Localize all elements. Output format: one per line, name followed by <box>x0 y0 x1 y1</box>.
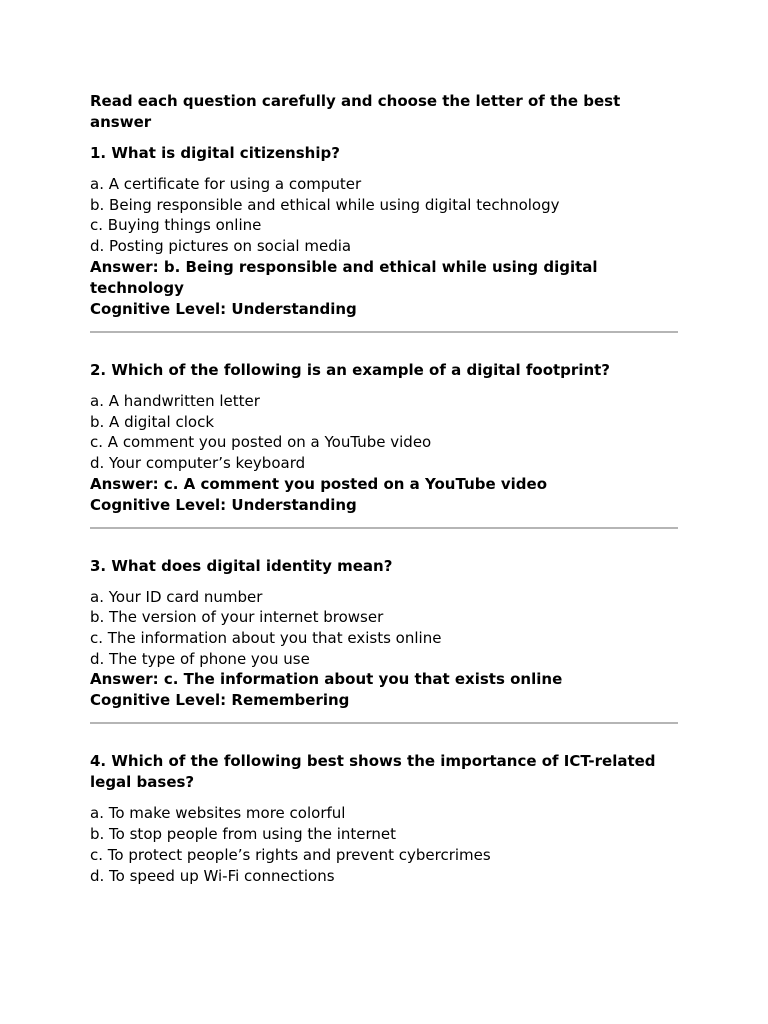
cognitive-level: Cognitive Level: Understanding <box>90 299 357 318</box>
option-c: c. The information about you that exists online <box>90 629 442 648</box>
option-b: b. To stop people from using the internet <box>90 825 397 844</box>
option-list <box>90 587 678 670</box>
option-list <box>90 391 678 474</box>
cognitive-level: Cognitive Level: Remembering <box>90 691 350 710</box>
option-list <box>90 174 678 257</box>
option-b: b. The version of your internet browser <box>90 608 384 627</box>
divider <box>90 331 678 333</box>
option-list <box>90 803 678 886</box>
question-text: 1. What is digital citizenship? <box>90 144 340 162</box>
answer-line: Answer: c. A comment you posted on a YouTube video <box>90 474 548 493</box>
option-b: b. A digital clock <box>90 412 214 431</box>
question-1 <box>90 143 678 320</box>
question-2 <box>90 360 678 516</box>
question-4 <box>90 751 678 886</box>
option-a: a. Your ID card number <box>90 587 263 606</box>
option-a: a. A handwritten letter <box>90 391 260 410</box>
cognitive-level: Cognitive Level: Understanding <box>90 495 357 514</box>
option-d: d. Your computer’s keyboard <box>90 453 306 472</box>
question-3 <box>90 556 678 712</box>
question-text: 3. What does digital identity mean? <box>90 556 393 575</box>
instructions: Read each question carefully and choose the letter of the best answer <box>90 92 621 131</box>
option-a: a. A certificate for using a computer <box>90 175 362 193</box>
option-d: d. The type of phone you use <box>90 649 310 668</box>
option-d: d. Posting pictures on social media <box>90 237 352 256</box>
option-c: c. A comment you posted on a YouTube video <box>90 433 432 452</box>
divider <box>90 527 678 529</box>
option-a: a. To make websites more colorful <box>90 804 346 823</box>
option-c: c. Buying things online <box>90 216 262 235</box>
option-b: b. Being responsible and ethical while using digital technology <box>90 195 560 214</box>
quiz-content <box>90 91 678 886</box>
answer-line: Answer: b. Being responsible and ethical while using digital technology <box>90 257 598 297</box>
option-d: d. To speed up Wi-Fi connections <box>90 866 335 885</box>
option-c: c. To protect people’s rights and prevent cybercrimes <box>90 845 491 864</box>
answer-line: Answer: c. The information about you that exists online <box>90 670 563 689</box>
question-text: 4. Which of the following best shows the importance of ICT-related legal bases? <box>90 752 656 792</box>
divider <box>90 722 678 724</box>
question-text: 2. Which of the following is an example of a digital footprint? <box>90 360 611 379</box>
